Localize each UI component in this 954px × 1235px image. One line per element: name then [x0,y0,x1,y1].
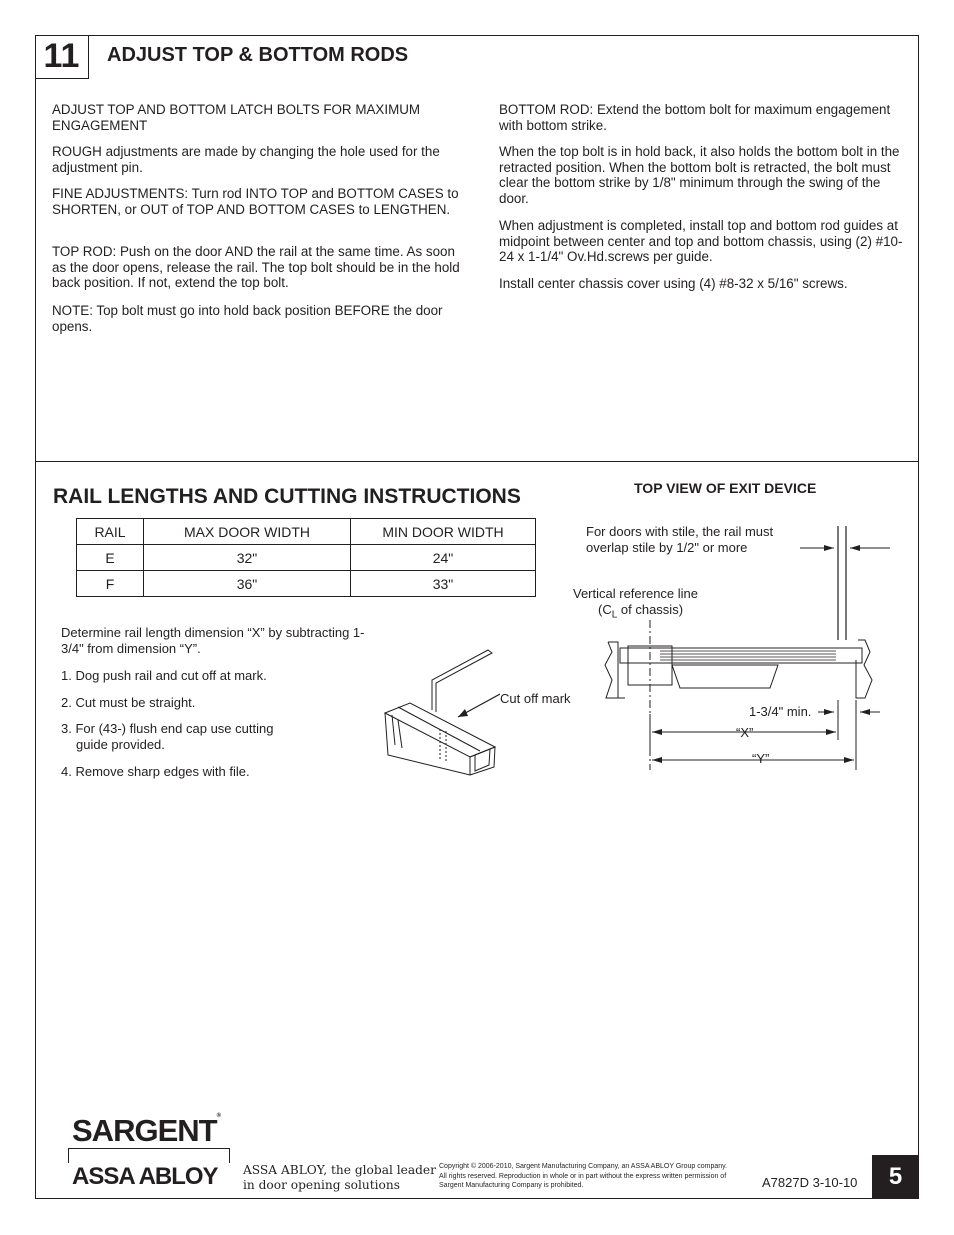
rail-section-title: RAIL LENGTHS AND CUTTING INSTRUCTIONS [53,485,521,508]
table-header: RAIL [77,519,144,545]
cut-off-label: Cut off mark [500,691,571,706]
rail-intro: Determine rail length dimension “X” by subtracting 1-3/4" from dimension “Y”. [61,625,365,656]
table-cell: 24" [351,545,536,571]
table-cell: 33" [351,571,536,597]
para-left-4: TOP ROD: Push on the door AND the rail at the same time. As soon as the door opens, release the rail. The top bolt should be in the hold back position. If not, extend the top bolt. [52,244,460,290]
para-left-5: NOTE: Top bolt must go into hold back position BEFORE the door opens. [52,303,443,334]
min-dimension-label: 1-3/4" min. [749,704,812,719]
rail-cutting-illustration [380,645,500,780]
ref-line-label-2: ($C_L$ of chassis) [598,602,684,621]
table-header: MIN DOOR WIDTH [351,519,536,545]
rail-step-3: 3. For (43-) flush end cap use cutting [61,721,274,736]
top-view-title: TOP VIEW OF EXIT DEVICE [634,480,817,496]
table-header: MAX DOOR WIDTH [144,519,351,545]
table-row [77,571,536,597]
para-left-3: FINE ADJUSTMENTS: Turn rod INTO TOP and BOTTOM CASES to SHORTEN, or OUT of TOP AND BOTTOM CASES to LENGTHEN. [52,186,459,217]
table-cell: 32" [144,545,351,571]
sargent-logo: SARGENT® [72,1113,220,1148]
tagline: ASSA ABLOY, the global leader in door opening solutions [243,1163,436,1192]
logo-bracket [68,1148,230,1163]
assa-abloy-logo: ASSA ABLOY [72,1163,218,1190]
table-cell: 36" [144,571,351,597]
step-number: 11 [35,35,89,79]
rail-step-3-cont: guide provided. [76,737,165,752]
stile-note-1: For doors with stile, the rail must [586,524,774,539]
rail-step-4: 4. Remove sharp edges with file. [61,764,250,779]
step-title: ADJUST TOP & BOTTOM RODS [107,44,409,66]
table-row [77,545,536,571]
para-left-1: ADJUST TOP AND BOTTOM LATCH BOLTS FOR MAXIMUM ENGAGEMENT [52,102,421,133]
page-number: 5 [872,1155,919,1199]
table-cell: F [77,571,144,597]
table-cell: E [77,545,144,571]
y-dimension-label: “Y” [752,751,770,766]
copyright: Copyright © 2006-2010, Sargent Manufacturing Company, an ASSA ABLOY Group company. All rights reserved. Reproduction in whole or in part without the express written permission of Sargent Manufacturing Company is prohibited. [439,1163,728,1189]
rail-step-1: 1. Dog push rail and cut off at mark. [61,668,267,683]
x-dimension-label: “X” [736,725,754,740]
rail-step-2: 2. Cut must be straight. [61,695,196,710]
table-header-row [77,519,536,545]
rail-table [76,518,536,597]
ref-line-label-1: Vertical reference line [573,586,699,601]
section-divider [35,461,919,462]
document-id: A7827D 3-10-10 [762,1175,858,1190]
para-right-1: BOTTOM ROD: Extend the bottom bolt for maximum engagement with bottom strike. [499,102,891,133]
para-left-2: ROUGH adjustments are made by changing the hole used for the adjustment pin. [52,144,440,175]
para-right-2: When the top bolt is in hold back, it also holds the bottom bolt in the retracted position. When the bottom bolt is retracted, the bolt must clear the bottom strike by 1/8" minimum through the swing of the door. [499,144,900,206]
para-right-3: When adjustment is completed, install top and bottom rod guides at midpoint between center and top and bottom chassis, using (2) #10-24 x 1-1/4" Ov.Hd.screws per guide. [499,218,903,264]
top-view-diagram [600,520,920,780]
para-right-4: Install center chassis cover using (4) #8-32 x 5/16" screws. [499,276,848,291]
stile-note-2: overlap stile by 1/2" or more [586,540,748,555]
